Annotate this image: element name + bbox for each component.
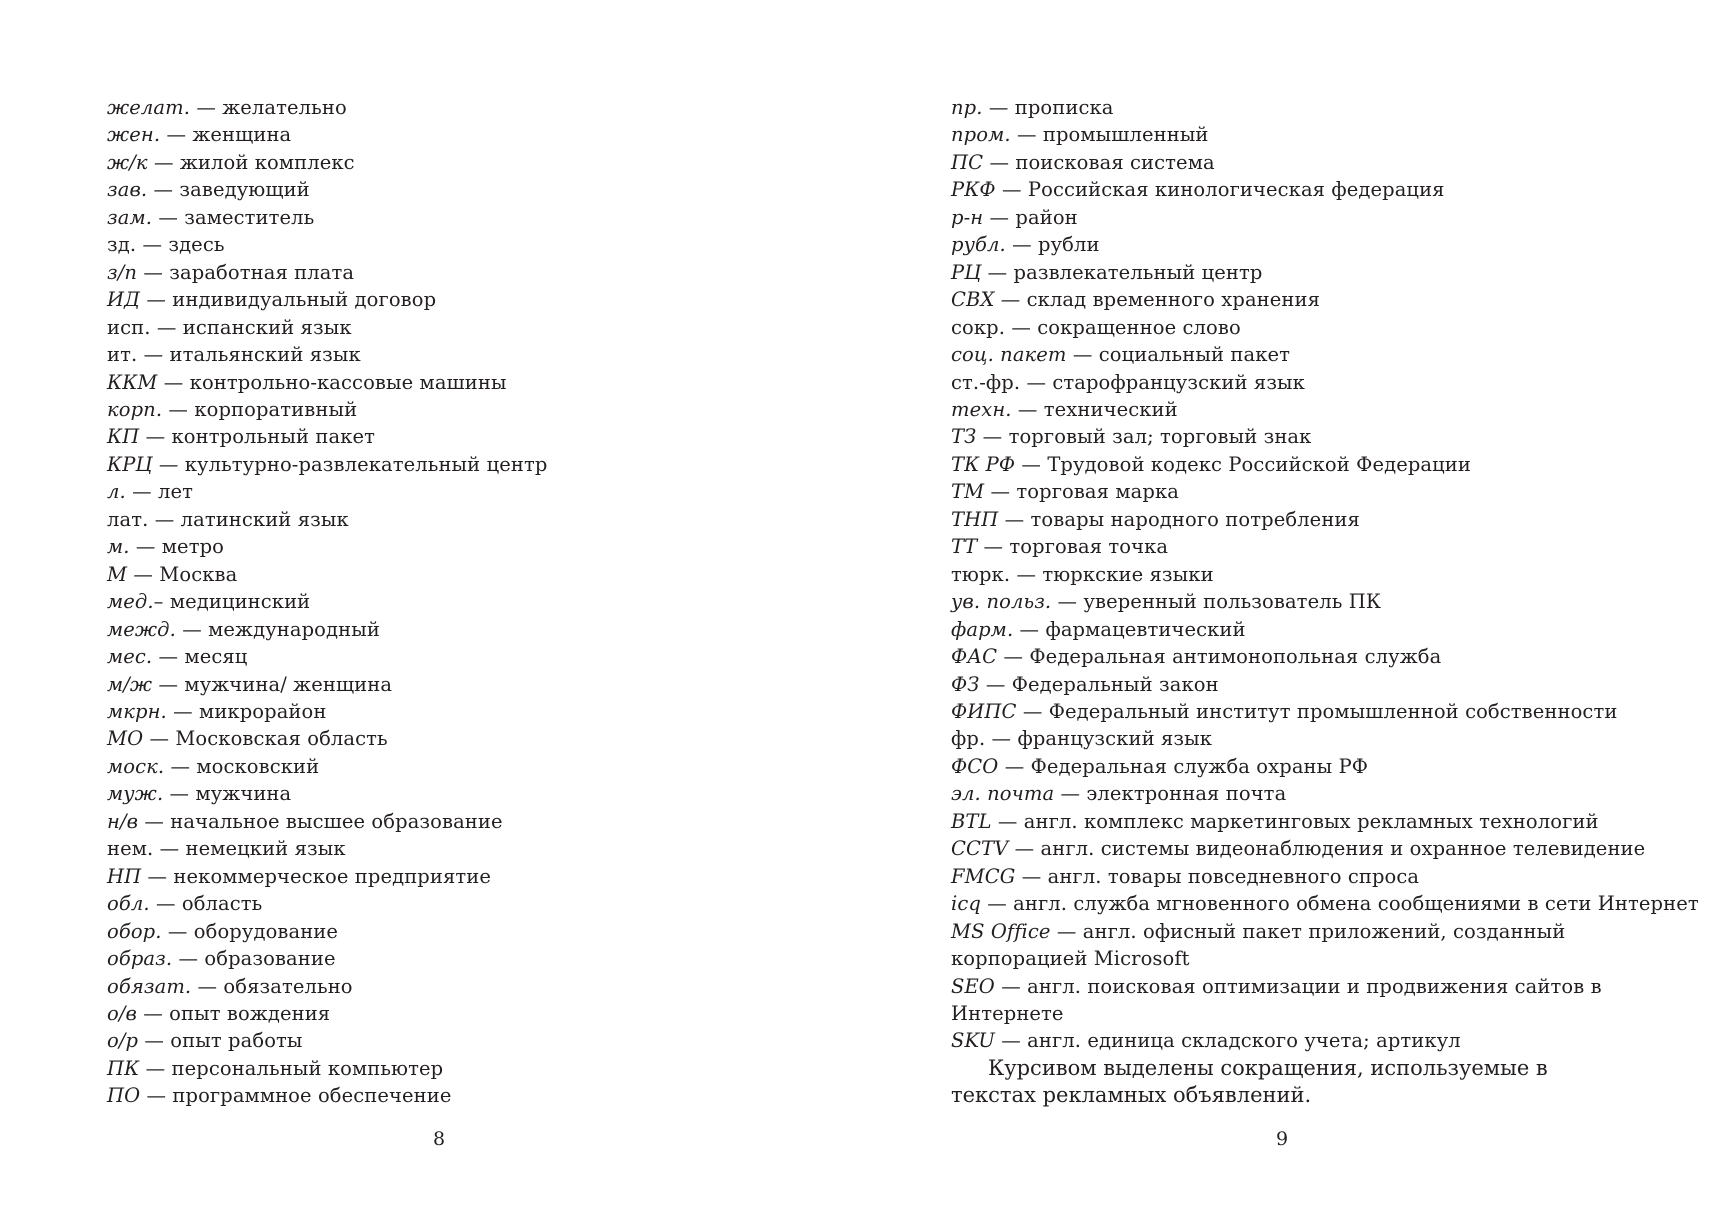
abbreviation-entry [107,369,827,396]
abbreviation-definition: микрорайон [199,699,327,723]
entry-dash: — [125,480,159,504]
abbreviation-entry [951,533,1621,560]
abbreviation-term: М [107,562,128,586]
entry-dash: — [977,535,1010,559]
abbreviation-definition: Российская кинологическая федерация [1027,178,1445,202]
abbreviation-term: л. [107,480,126,504]
abbreviation-term: НП [107,864,142,888]
abbreviation-definition: латинский язык [180,507,349,531]
abbreviation-term: эл. почта [951,782,1055,806]
abbreviation-definition: торговый зал; торговый знак [1008,425,1312,449]
entry-dash: — [1013,617,1046,641]
abbreviation-definition: англ. единица складского учета; артикул [1027,1029,1461,1053]
entry-dash: — [1010,123,1043,147]
abbreviation-entry [951,121,1621,148]
abbreviation-term: соц. пакет [951,343,1067,367]
entry-dash: — [998,754,1031,778]
entry-dash: — [991,809,1024,833]
abbreviation-entry [951,176,1621,203]
abbreviation-term: ТНП [951,507,999,531]
abbreviation-entry [951,588,1621,615]
entry-dash: — [136,1001,170,1025]
abbreviation-definition: испанский язык [182,315,352,339]
abbreviation-entry [951,780,1621,807]
abbreviation-definition: московский [196,754,320,778]
abbreviation-term: ж/к [107,150,148,174]
entry-dash: — [979,672,1012,696]
abbreviation-entry [107,423,827,450]
abbreviation-entry [951,506,1621,533]
abbreviation-entry [951,1027,1621,1054]
entry-dash: — [152,205,185,229]
abbreviation-term: рубл. [951,233,1006,257]
abbreviation-definition: тюркские языки [1042,562,1214,586]
abbreviation-definition: англ. товары повседневного спроса [1047,864,1420,888]
abbreviation-entry [107,121,827,148]
entry-dash: — [147,178,180,202]
entry-dash: — [998,507,1031,531]
abbreviation-definition: корпоративный [194,397,358,421]
abbreviation-entry [107,231,827,258]
abbreviation-term: зам. [107,205,153,229]
abbreviation-term: р-н [951,205,984,229]
abbreviation-definition: опыт вождения [169,1001,331,1025]
abbreviation-list-right [951,94,1699,1055]
abbreviation-term: обязат. [107,974,192,998]
entry-dash: — [191,974,224,998]
abbreviation-entry [951,643,1621,670]
entry-dash: — [1005,233,1039,257]
abbreviation-definition: сокращенное слово [1037,315,1241,339]
abbreviation-definition: желательно [222,96,347,119]
entry-dash: — [994,1029,1028,1053]
abbreviation-term: муж. [107,782,164,806]
abbreviation-entry [107,725,827,752]
abbreviation-definition: заведующий [179,178,310,202]
abbreviation-entry [951,369,1621,396]
abbreviation-entry [107,808,827,835]
abbreviation-definition: мужчина/ женщина [184,672,393,696]
abbreviation-definition: старофранцузский язык [1052,370,1305,394]
abbreviation-term: мес. [107,645,153,669]
right-page [951,94,1699,1110]
abbreviation-entry [951,341,1621,368]
abbreviation-term: лат. [107,507,149,531]
abbreviation-definition: здесь [168,233,225,257]
entry-dash: — [136,233,169,257]
abbreviation-definition: Федеральный закон [1011,672,1219,696]
abbreviation-entry [107,94,827,121]
abbreviation-entry [107,863,827,890]
abbreviation-term: ув. польз. [951,590,1052,614]
abbreviation-definition: склад временного хранения [1026,288,1321,312]
abbreviation-entry [951,259,1621,286]
abbreviation-term: пр. [951,96,983,119]
abbreviation-entry [107,973,827,1000]
abbreviation-entry [951,204,1621,231]
abbreviation-entry [107,478,827,505]
abbreviation-definition: Трудовой кодекс Российской Федерации [1047,452,1471,476]
abbreviation-term: фр. [951,727,986,751]
entry-dash: — [995,178,1028,202]
abbreviation-entry [951,94,1621,121]
abbreviation-term: ФИПС [951,699,1017,723]
entry-dash: — [140,1084,173,1108]
abbreviation-term: фарм. [951,617,1014,641]
page-number-right: 9 [1275,1128,1289,1150]
entry-dash: — [172,947,205,971]
entry-dash: — [994,288,1027,312]
abbreviation-definition: электронная почта [1086,782,1287,806]
abbreviation-term: о/в [107,1001,137,1025]
entry-dash: — [1050,919,1083,943]
abbreviation-term: ИД [107,288,141,312]
abbreviation-entry [107,890,827,917]
entry-dash: — [160,123,193,147]
abbreviation-entry [107,451,827,478]
abbreviation-entry [107,945,827,972]
abbreviation-term: тюрк. [951,562,1011,586]
abbreviation-definition: опыт работы [170,1029,303,1053]
abbreviation-definition: программное обеспечение [172,1084,452,1108]
abbreviation-entry [107,259,827,286]
abbreviation-entry [107,1055,827,1082]
entry-dash: — [139,425,172,449]
abbreviation-definition: заместитель [184,205,315,229]
entry-dash: — [161,919,194,943]
entry-dash: — [150,315,183,339]
entry-dash: — [138,1029,171,1053]
entry-dash: — [139,1056,172,1080]
entry-dash: — [147,150,180,174]
abbreviation-definition: медицинский [169,590,311,614]
abbreviation-term: КП [107,425,140,449]
abbreviation-term: РКФ [951,178,996,202]
abbreviation-definition: образование [204,947,336,971]
abbreviation-definition: персональный компьютер [171,1056,444,1080]
abbreviation-definition: контрольно-кассовые машины [189,370,507,394]
entry-dash: — [976,425,1009,449]
abbreviation-definition: жилой комплекс [179,150,355,174]
abbreviation-term: ит. [107,343,138,367]
entry-dash: — [166,699,200,723]
entry-dash: — [983,150,1016,174]
abbreviation-definition: Федеральная антимонопольная служба [1029,645,1442,669]
abbreviation-definition: Федеральный институт промышленной собственности [1048,699,1618,723]
abbreviation-term: icq [951,892,981,916]
abbreviation-definition: прописка [1014,96,1114,119]
abbreviation-definition: торговая точка [1009,535,1169,559]
entry-dash: — [157,370,190,394]
abbreviation-definition: Федеральная служба охраны РФ [1030,754,1369,778]
entry-dash: — [148,507,181,531]
abbreviation-term: обл. [107,892,150,916]
abbreviation-entry [951,561,1621,588]
abbreviation-definition: культурно-развлекательный центр [184,452,548,476]
entry-dash: — [140,288,173,312]
entry-dash: — [163,782,196,806]
abbreviation-entry [107,286,827,313]
abbreviation-definition: товары народного потребления [1030,507,1360,531]
abbreviation-term: пром. [951,123,1011,147]
abbreviation-term: СВХ [951,288,995,312]
abbreviation-definition: уверенный пользователь ПК [1083,590,1382,614]
abbreviation-term: SEO [951,974,995,998]
abbreviation-definition: некоммерческое предприятие [173,864,491,888]
abbreviation-definition: англ. служба мгновенного обмена сообщениями в сети Интернет [1013,892,1699,916]
abbreviation-definition: англ. офисный пакет приложений, созданный корпорацией Microsoft [951,919,1566,971]
abbreviation-entry [107,176,827,203]
abbreviation-term: CCTV [951,837,1009,861]
abbreviation-definition: итальянский язык [169,343,361,367]
abbreviation-term: ПС [951,150,984,174]
abbreviation-entry [107,643,827,670]
entry-dash: — [1054,782,1087,806]
abbreviation-entry [951,286,1621,313]
abbreviation-term: ФСО [951,754,999,778]
abbreviation-term: SKU [951,1029,995,1053]
abbreviation-list-left [107,94,827,1110]
abbreviation-definition: технический [1043,397,1178,421]
abbreviation-entry [951,149,1621,176]
entry-dash: – [153,590,170,614]
abbreviation-entry [951,973,1621,1028]
abbreviation-definition: французский язык [1017,727,1213,751]
abbreviation-entry [951,808,1621,835]
entry-dash: — [1008,837,1041,861]
entry-dash: — [164,754,197,778]
abbreviation-definition: торговая марка [1016,480,1179,504]
italic-note: Курсивом выделены сокращения, используемые в текстах рекламных объявлений. [951,1055,1548,1108]
abbreviation-entry [107,835,827,862]
abbreviation-definition: мужчина [195,782,292,806]
entry-dash: — [129,535,162,559]
abbreviation-entry [107,396,827,423]
abbreviation-term: ТЗ [951,425,977,449]
abbreviation-term: ТТ [951,535,978,559]
abbreviation-entry [107,204,827,231]
abbreviation-definition: англ. системы видеонаблюдения и охранное телевидение [1040,837,1646,861]
abbreviation-definition: социальный пакет [1098,343,1291,367]
entry-dash: — [985,727,1018,751]
abbreviation-term: РЦ [951,260,982,284]
entry-dash: — [153,837,186,861]
abbreviation-definition: заработная плата [169,260,355,284]
abbreviation-entry [951,698,1621,725]
abbreviation-entry [951,231,1621,258]
entry-dash: — [984,480,1017,504]
abbreviation-entry [951,478,1621,505]
entry-dash: — [997,645,1030,669]
entry-dash: — [141,864,174,888]
abbreviation-definition: лет [158,480,194,504]
abbreviation-definition: район [1015,205,1078,229]
abbreviation-definition: женщина [192,123,292,147]
abbreviation-term: MS Office [951,919,1051,943]
abbreviation-term: образ. [107,947,173,971]
entry-dash: — [1015,864,1048,888]
abbreviation-term: мед. [107,590,154,614]
entry-dash: — [138,809,171,833]
abbreviation-term: корп. [107,397,163,421]
entry-dash: — [162,397,195,421]
entry-dash: — [1010,562,1043,586]
entry-dash: — [152,452,185,476]
abbreviation-term: обор. [107,919,162,943]
entry-dash: — [1005,315,1038,339]
entry-dash: — [1020,370,1053,394]
abbreviation-entry [107,780,827,807]
entry-dash: — [143,727,176,751]
abbreviation-entry [107,1082,827,1109]
abbreviation-definition: метро [161,535,224,559]
abbreviation-term: ст.-фр. [951,370,1021,394]
abbreviation-term: м. [107,535,130,559]
abbreviation-term: ТК РФ [951,452,1016,476]
abbreviation-term: FMCG [951,864,1016,888]
abbreviation-entry [951,863,1621,890]
abbreviation-term: ПО [107,1084,141,1108]
entry-dash: — [1066,343,1099,367]
left-page [107,94,827,1110]
abbreviation-definition: англ. комплекс маркетинговых рекламных технологий [1023,809,1599,833]
abbreviation-entry [951,918,1621,973]
abbreviation-entry [107,753,827,780]
abbreviation-term: мкрн. [107,699,167,723]
abbreviation-term: межд. [107,617,176,641]
abbreviation-term: о/р [107,1029,139,1053]
abbreviation-entry [107,616,827,643]
entry-dash: — [981,260,1014,284]
entry-dash: — [1015,452,1048,476]
abbreviation-entry [951,835,1646,862]
abbreviation-term: зд. [107,233,137,257]
abbreviation-term: КРЦ [107,452,153,476]
entry-dash: — [149,892,182,916]
entry-dash: — [152,645,185,669]
abbreviation-term: ПК [107,1056,140,1080]
abbreviation-entry [107,561,827,588]
abbreviation-entry [951,890,1699,917]
abbreviation-definition: фармацевтический [1045,617,1246,641]
entry-dash: — [137,343,170,367]
abbreviation-definition: оборудование [193,919,339,943]
abbreviation-entry [951,616,1621,643]
abbreviation-definition: развлекательный центр [1013,260,1263,284]
abbreviation-entry [951,396,1621,423]
abbreviation-entry [107,314,827,341]
abbreviation-definition: область [181,892,263,916]
abbreviation-entry [951,671,1621,698]
abbreviation-entry [107,1027,827,1054]
abbreviation-term: МО [107,727,144,751]
abbreviation-definition: международный [208,617,380,641]
abbreviation-term: ККМ [107,370,158,394]
abbreviation-entry [951,725,1621,752]
entry-dash: — [980,892,1014,916]
page-number-left: 8 [432,1128,446,1150]
entry-dash: — [983,205,1016,229]
entry-dash: — [190,96,223,119]
abbreviation-entry [107,671,827,698]
abbreviation-term: жен. [107,123,161,147]
abbreviation-term: исп. [107,315,151,339]
abbreviation-term: сокр. [951,315,1006,339]
abbreviation-entry [107,533,827,560]
entry-dash: — [137,260,170,284]
entry-dash: — [994,974,1028,998]
abbreviation-term: з/п [107,260,138,284]
abbreviation-definition: Москва [159,562,238,586]
abbreviation-entry [107,506,827,533]
abbreviation-term: моск. [107,754,165,778]
abbreviation-term: ФЗ [951,672,980,696]
abbreviation-entry [951,314,1621,341]
abbreviation-term: ФАС [951,645,998,669]
abbreviation-term: нем. [107,837,154,861]
abbreviation-definition: Московская область [175,727,388,751]
abbreviation-definition: поисковая система [1015,150,1215,174]
abbreviation-definition: индивидуальный договор [172,288,437,312]
abbreviation-entry [107,588,827,615]
entry-dash: — [152,672,185,696]
entry-dash: — [127,562,160,586]
abbreviation-entry [951,753,1621,780]
abbreviation-definition: промышленный [1042,123,1209,147]
abbreviation-definition: англ. поисковая оптимизации и продвижения сайтов в Интернете [951,974,1602,1025]
entry-dash: — [982,96,1015,119]
abbreviation-term: желат. [107,96,191,119]
abbreviation-entry [107,341,827,368]
abbreviation-term: ТМ [951,480,985,504]
abbreviation-definition: контрольный пакет [171,425,376,449]
abbreviation-entry [107,149,827,176]
abbreviation-definition: месяц [184,645,248,669]
abbreviation-definition: рубли [1038,233,1100,257]
abbreviation-term: зав. [107,178,148,202]
entry-dash: — [175,617,209,641]
entry-dash: — [1051,590,1084,614]
abbreviation-entry [951,451,1621,478]
abbreviation-term: техн. [951,397,1012,421]
abbreviation-definition: немецкий язык [185,837,346,861]
abbreviation-entry [951,423,1621,450]
abbreviation-definition: начальное высшее образование [170,809,503,833]
abbreviation-term: м/ж [107,672,153,696]
entry-dash: — [1016,699,1049,723]
entry-dash: — [1011,397,1044,421]
abbreviation-definition: обязательно [223,974,353,998]
abbreviation-entry [107,1000,827,1027]
abbreviation-entry [107,698,827,725]
abbreviation-entry [107,918,827,945]
abbreviation-term: BTL [951,809,992,833]
abbreviation-term: н/в [107,809,139,833]
